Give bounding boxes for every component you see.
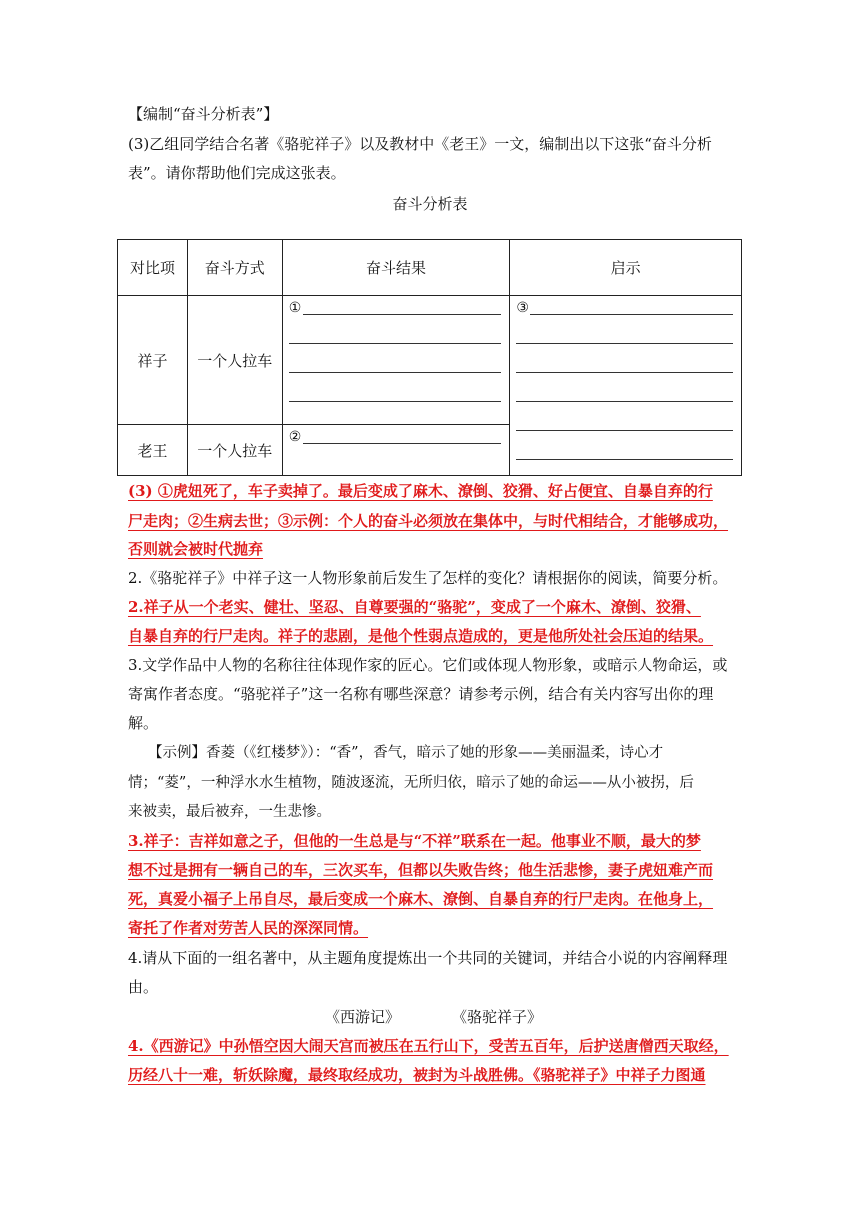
question-3b-line: 3.文学作品中人物的名称往往体现作家的匠心。它们或体现人物形象，或暗示人物命运，或	[128, 656, 728, 674]
example-line: 【示例】香菱（《红楼梦》）：“香”，香气，暗示了她的形象——美丽温柔，诗心才	[148, 745, 664, 761]
row-name-laowang: 老王	[118, 425, 188, 476]
answer-blank-1[interactable]	[282, 296, 510, 425]
answer-blank-3[interactable]	[510, 296, 742, 476]
answer-2-line: 自暴自弃的行尸走肉。祥子的悲剧，是他个性弱点造成的，更是他所处社会压迫的结果。	[128, 627, 714, 645]
question-4-line: 由。	[128, 978, 159, 996]
answer-3-line: 否则就会被时代抛弃	[128, 540, 264, 558]
answer-3b-line: 3.祥子：吉祥如意之子，但他的一生总是与“不祥”联系在一起。他事业不顺，最大的梦	[128, 832, 701, 850]
question-3b-line: 寄寓作者态度。“骆驼祥子”这一名称有哪些深意？请参考示例，结合有关内容写出你的理	[128, 685, 714, 703]
question-3-text: (3)乙组同学结合名著《骆驼祥子》以及教材中《老王》一文，编制出以下这张“奋斗分析	[128, 135, 712, 153]
answer-3b-line: 死，真爱小福子上吊自尽，最后变成一个麻木、潦倒、自暴自弃的行尸走肉。在他身上，	[128, 890, 714, 908]
header-result: 奋斗结果	[282, 240, 510, 296]
table-header-row	[118, 240, 742, 296]
row-method-laowang: 一个人拉车	[187, 425, 282, 476]
book-title-xiyouji: 《西游记》	[325, 1008, 401, 1026]
answer-4-line: 历经八十一难，斩妖除魔，最终取经成功，被封为斗战胜佛。《骆驼祥子》中祥子力图通	[128, 1066, 706, 1084]
question-4-line: 4.请从下面的一组名著中，从主题角度提炼出一个共同的关键词，并结合小说的内容阐释理	[128, 949, 728, 967]
question-3-text-cont: 表”。请你帮助他们完成这张表。	[128, 164, 346, 182]
struggle-analysis-table	[117, 239, 742, 476]
table-caption: 奋斗分析表	[392, 195, 468, 213]
blank-marker-3: ③	[516, 300, 529, 316]
answer-3b-line: 寄托了作者对劳苦人民的深深同情。	[128, 919, 369, 937]
book-title-luotuoxiangzi: 《骆驼祥子》	[452, 1008, 543, 1026]
answer-3-line: (3) ①虎妞死了，车子卖掉了。最后变成了麻木、潦倒、狡猾、好占便宜、自暴自弃的行	[128, 482, 713, 500]
section-title: 【编制“奋斗分析表”】	[128, 105, 279, 123]
question-3b-line: 解。	[128, 714, 159, 732]
blank-marker-1: ①	[288, 300, 302, 316]
answer-blank-2[interactable]	[282, 425, 510, 476]
example-line: 情；“菱”，一种浮水水生植物，随波逐流，无所归依，暗示了她的命运——从小被拐，后	[128, 775, 694, 791]
header-method: 奋斗方式	[187, 240, 282, 296]
answer-3b-line: 想不过是拥有一辆自己的车，三次买车，但都以失败告终；他生活悲惨，妻子虎妞难产而	[128, 861, 714, 879]
answer-4-line: 4.《西游记》中孙悟空因大闹天宫而被压在五行山下，受苦五百年，后护送唐僧西天取经，	[128, 1037, 729, 1055]
question-2: 2.《骆驼祥子》中祥子这一人物形象前后发生了怎样的变化？请根据你的阅读，简要分析。	[128, 569, 728, 587]
row-method-xiangzi: 一个人拉车	[187, 296, 282, 425]
example-line: 来被卖，最后被弃，一生悲惨。	[128, 804, 331, 820]
table-row	[118, 296, 742, 425]
header-enlightenment: 启示	[510, 240, 742, 296]
header-compare-item: 对比项	[118, 240, 188, 296]
blank-marker-2: ②	[288, 429, 302, 445]
answer-2-line: 2.祥子从一个老实、健壮、坚忍、自尊要强的“骆驼”，变成了一个麻木、潦倒、狡猾、	[128, 598, 701, 616]
answer-3-line: 尸走肉；②生病去世；③示例：个人的奋斗必须放在集体中，与时代相结合，才能够成功，	[128, 512, 729, 530]
row-name-xiangzi: 祥子	[118, 296, 188, 425]
